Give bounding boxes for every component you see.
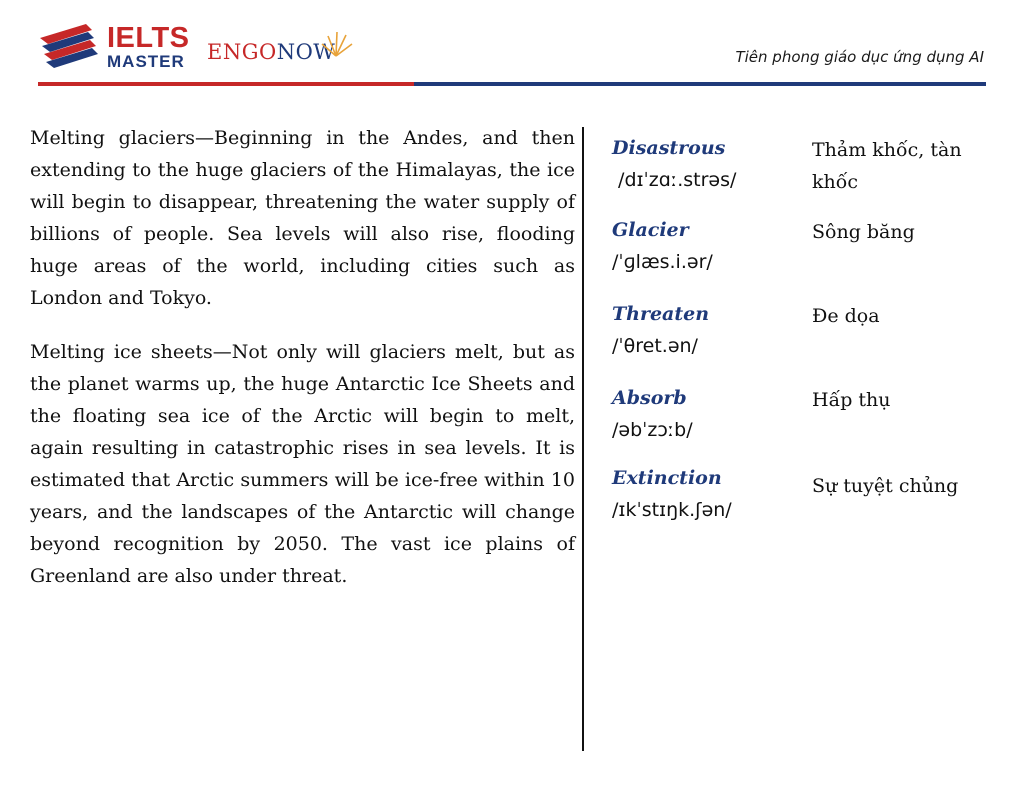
vocab-meaning: Thảm khốc, tàn khốc bbox=[812, 139, 962, 193]
logo-master-text: MASTER bbox=[107, 52, 185, 71]
vocab-item bbox=[612, 382, 1002, 462]
page-header bbox=[0, 0, 1024, 90]
vocab-word: Threaten bbox=[612, 303, 710, 325]
paragraph-ice-sheets: Melting ice sheets—Not only will glaciers melt, but as the planet warms up, the huge Antarctic Ice Sheets and the floating sea ice of the Arctic will begin to melt, again resulting in catastrophic rises in sea levels. It is estimated that Arctic summers will be ice-free within 10 years, and the landscapes of the Antarctic will change beyond recognition by 2050. The vast ice plains of Greenland are also under threat. bbox=[30, 341, 575, 587]
sparkle-icon bbox=[318, 30, 354, 58]
vocab-meaning: Sông băng bbox=[812, 221, 915, 243]
vocab-word: Disastrous bbox=[612, 137, 726, 159]
vocab-word: Absorb bbox=[612, 387, 687, 409]
vocab-meaning: Đe dọa bbox=[812, 305, 880, 327]
vocab-ipa: /ˈθret.ən/ bbox=[612, 335, 698, 357]
header-divider-red bbox=[38, 82, 414, 86]
logo-engo-text: ENGO bbox=[207, 40, 277, 64]
vocab-meaning: Hấp thụ bbox=[812, 389, 891, 411]
vocab-ipa: /ɪkˈstɪŋk.ʃən/ bbox=[612, 499, 732, 521]
vocab-word: Extinction bbox=[612, 467, 722, 489]
vocab-ipa: /dɪˈzɑː.strəs/ bbox=[612, 169, 737, 191]
vocab-item bbox=[612, 298, 1002, 382]
logo-now-text: NOW bbox=[276, 40, 336, 64]
reading-passage bbox=[30, 122, 575, 614]
paragraph-glaciers: Melting glaciers—Beginning in the Andes, and then extending to the huge glaciers of the Himalayas, the ice will begin to disappear, threatening the water supply of billions of people. Sea levels will also rise, flooding huge areas of the world, including cities such as London and Tokyo. bbox=[30, 127, 575, 309]
slogan: Tiên phong giáo dục ứng dụng AI bbox=[735, 48, 984, 66]
vocab-word: Glacier bbox=[612, 219, 689, 241]
vocabulary-list bbox=[612, 132, 1002, 542]
engonow-logo bbox=[207, 40, 335, 64]
vocab-meaning: Sự tuyệt chủng bbox=[812, 475, 959, 497]
ielts-master-logo-icon bbox=[38, 20, 104, 72]
vocab-item bbox=[612, 214, 1002, 298]
header-divider-blue bbox=[414, 82, 986, 86]
vocab-item bbox=[612, 132, 1002, 214]
vocab-item bbox=[612, 462, 1002, 542]
vocab-ipa: /ˈɡlæs.i.ər/ bbox=[612, 251, 713, 273]
logo-ielts-text: IELTS bbox=[107, 22, 190, 54]
vocab-ipa: /əbˈzɔːb/ bbox=[612, 419, 693, 441]
column-divider bbox=[582, 127, 584, 751]
